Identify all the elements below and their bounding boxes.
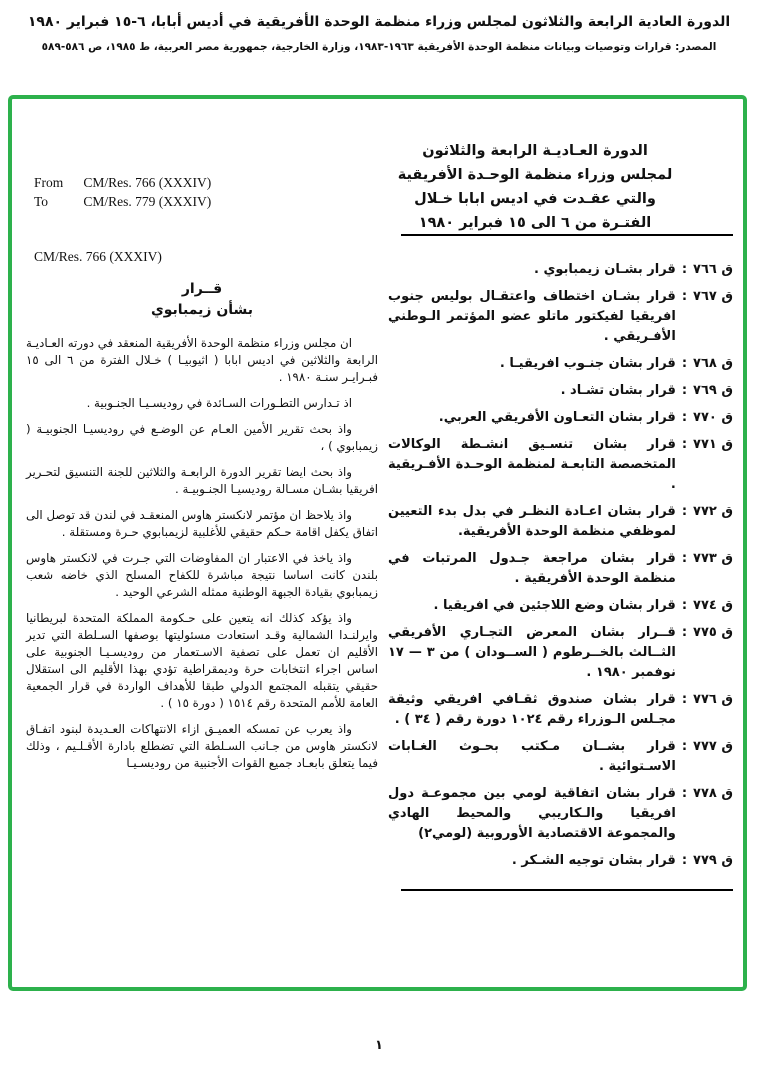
toc-separator: : bbox=[681, 739, 688, 754]
toc-item bbox=[388, 260, 733, 280]
page-header bbox=[0, 14, 758, 53]
toc-separator: : bbox=[681, 786, 688, 801]
from-reference bbox=[34, 173, 211, 192]
resolution-subject: بشأن زيمبابوي bbox=[150, 302, 254, 318]
toc-item bbox=[388, 623, 733, 683]
toc-item bbox=[388, 502, 733, 542]
from-value: CM/Res. 766 (XXXIV) bbox=[83, 175, 212, 190]
toc-resolution-number: ق ٧٧١ bbox=[693, 437, 733, 452]
toc-separator: : bbox=[681, 625, 688, 640]
toc-resolution-title: قرار بشــان مـكتب بحـوث الغـابات الاسـتوائية . bbox=[388, 739, 676, 774]
toc-resolution-title: قــرار بشان المعرض التجـاري الأفريقي الثــالث بالخــرطوم ( الســودان ) من ٣ — ١٧ نوفمبر ١٩٨٠ . bbox=[388, 625, 676, 680]
toc-separator: : bbox=[681, 598, 688, 613]
toc-resolution-number: ق ٧٧٣ bbox=[693, 551, 733, 566]
toc-item bbox=[388, 596, 733, 616]
toc-resolution-number: ق ٧٧٨ bbox=[693, 786, 733, 801]
paragraph: ان مجلس وزراء منظمة الوحدة الأفريقية المنعقد في دورته العـاديـة الرابعة والثلاثين في اديس ابابا ( اثيوبيـا ) خـلال الفترة من ٦ الى ١٥ فبـرايـر سنـة ١٩٨٠ . bbox=[26, 336, 378, 384]
header-title: الدورة العادية الرابعة والثلاثون لمجلس وزراء منظمة الوحدة الأفريقية في أديس أبابا، ٦-١٥ فبراير ١٩٨٠ bbox=[27, 14, 731, 30]
toc-resolution-title: قرار بشان مراجعة جـدول المرتبات في منظمة الوحدة الأفريقية . bbox=[388, 551, 676, 586]
from-label: From bbox=[34, 175, 64, 190]
toc-resolution-title: قرار بشان صندوق ثقـافي افريقي وثيقة مجـلس الـوزراء رقم ١٠٢٤ دورة رقم ( ٣٤ ) . bbox=[388, 692, 676, 727]
toc-resolution-number: ق ٧٦٩ bbox=[693, 383, 733, 398]
toc-item bbox=[388, 737, 733, 777]
paragraph: واذ ياخذ في الاعتبار ان المفاوضات التي جـرت في لانكستر هاوس بلندن كانت اساسا نتيجة مباشرة للكفاح المسلح الذي خاضه شعب زيمبابوي بقيادة الجبهة الوطنية ممثله الشرعي الوحيد . bbox=[26, 551, 378, 599]
toc-resolution-number: ق ٧٦٨ bbox=[693, 356, 733, 371]
reference-range bbox=[34, 173, 211, 211]
toc-resolution-number: ق ٧٧٠ bbox=[693, 410, 733, 425]
toc-separator: : bbox=[681, 504, 688, 519]
toc-item bbox=[388, 354, 733, 374]
toc-separator: : bbox=[681, 692, 688, 707]
session-title-line: والتي عقـدت في اديس ابابا خـلال bbox=[414, 191, 656, 207]
toc-item bbox=[388, 408, 733, 428]
toc-separator: : bbox=[681, 356, 688, 371]
toc-resolution-title: قرار بشان تنسـيق انشـطة الوكالات المتخصصة التابعـة لمنظمة الوحـدة الأفـريقية . bbox=[388, 437, 676, 492]
paragraph: اذ تـدارس التطـورات السـائدة في روديسـيـا الجنـوبية . bbox=[86, 396, 352, 410]
to-reference bbox=[34, 192, 211, 211]
toc-resolution-number: ق ٧٧٢ bbox=[693, 504, 733, 519]
toc-resolution-title: قرار بشان اعـادة النظـر في بدل بدء التعيين لموظفي منظمة الوحدة الأفريقية. bbox=[388, 504, 676, 539]
toc-resolution-title: قرار بشـان زيمبابوي . bbox=[534, 262, 676, 277]
page-number: ١ bbox=[375, 1038, 383, 1053]
header-source-line: المصدر: قرارات وتوصيات وبيانات منظمة الوحدة الأفريقية ١٩٦٣-١٩٨٣، وزارة الخارجية، جمهورية مصر العربية، ط ١٩٨٥، ص ٥٨٦-٥٨٩ bbox=[41, 41, 717, 53]
session-title-line: الفتـرة من ٦ الى ١٥ فبراير ١٩٨٠ bbox=[418, 215, 652, 231]
toc-item bbox=[388, 435, 733, 495]
toc-resolution-title: قرار بشان تشـاد . bbox=[560, 383, 676, 398]
toc-resolution-number: ق ٧٧٩ bbox=[693, 853, 733, 868]
paragraph: واذ يعرب عن تمسكه العميـق ازاء الانتهاكات العـديدة لبنود اتفـاق لانكستر هاوس من جـانب السـلطة التي تضطلع بادارة الأقـلـيم ، وذلك فيما يتعلق بابعـاد جميع القوات الأجنبية من روديسـيـا bbox=[26, 722, 378, 770]
toc-resolution-number: ق ٧٦٦ bbox=[693, 262, 733, 277]
toc-separator: : bbox=[681, 410, 688, 425]
document-reference: CM/Res. 766 (XXXIV) bbox=[34, 249, 162, 264]
to-value: CM/Res. 779 (XXXIV) bbox=[83, 194, 212, 209]
toc-resolution-number: ق ٧٧٤ bbox=[693, 598, 733, 613]
toc-item bbox=[388, 381, 733, 401]
toc-item bbox=[388, 851, 733, 871]
toc-resolution-title: قرار بشان جنـوب افريقيـا . bbox=[499, 356, 676, 371]
toc-item bbox=[388, 690, 733, 730]
resolutions-list bbox=[388, 234, 733, 891]
toc-item bbox=[388, 549, 733, 589]
toc-resolution-number: ق ٧٧٦ bbox=[693, 692, 733, 707]
session-title bbox=[385, 139, 685, 235]
toc-separator: : bbox=[681, 853, 688, 868]
green-frame bbox=[8, 95, 747, 991]
toc-resolution-title: قرار بشان التعـاون الأفريقي العربي. bbox=[438, 410, 676, 425]
paragraph: واذ يلاحظ ان مؤتمر لانكستر هاوس المنعقـد في لندن قد توصل الى اتفاق يكفل اقامة حـكم حقيقي للأغلبية لزيمبابوي حـرة ومستقلة . bbox=[26, 508, 378, 539]
toc-resolution-number: ق ٧٧٥ bbox=[693, 625, 733, 640]
divider bbox=[401, 234, 733, 236]
resolution-title-word: قــرار bbox=[181, 281, 223, 297]
divider bbox=[401, 889, 733, 891]
toc-resolution-title: قرار بشان وضع اللاجئين في افريقيا . bbox=[433, 598, 676, 613]
to-label: To bbox=[34, 194, 49, 209]
toc-resolution-title: قرار بشان توجيه الشـكر . bbox=[511, 853, 676, 868]
toc-resolution-number: ق ٧٦٧ bbox=[693, 289, 733, 304]
toc-separator: : bbox=[681, 437, 688, 452]
session-title-line: لمجلس وزراء منظمة الوحـدة الأفريقية bbox=[397, 167, 673, 183]
toc-item bbox=[388, 784, 733, 844]
resolution-body bbox=[26, 279, 378, 781]
toc-resolution-title: قرار بشان اتفاقية لومي بين مجموعـة دول افريقيا والـكاريبي والمحيط الهادي والمجموعة الاقتصادية الأوروبية (لومي٢) bbox=[388, 786, 676, 841]
toc-resolution-title: قرار بشـان اختطاف واعتقـال بوليس جنوب افريقيا لفيكتور ماتلو عضو المؤتمر الـوطني الأفـريقي . bbox=[388, 289, 676, 344]
toc-separator: : bbox=[681, 289, 688, 304]
toc-separator: : bbox=[681, 262, 688, 277]
resolution-title bbox=[26, 279, 378, 321]
paragraph: واذ بحث تقرير الأمين العـام عن الوضـع في روديسيـا الجنوبيـة ( زيمبابوي ) ، bbox=[26, 422, 378, 453]
session-title-line: الدورة العـاديـة الرابعة والثلاثون bbox=[422, 143, 648, 159]
toc-separator: : bbox=[681, 383, 688, 398]
paragraph: واذ بحث ايضا تقرير الدورة الرابعـة والثلاثين للجنة التنسيق لتحـرير افريقيا بشـان مسـالة روديسيـا الجنـوبيـة . bbox=[26, 465, 378, 496]
paragraph: واذ يؤكد كذلك انه يتعين على حـكومة المملكة المتحدة لبريطانيا وايرلنـدا الشمالية وقـد استعادت مسئوليتها بوصفها السـلطة التي تدير الأقليم ان تعمل على تصفية الاسـتعمار من روديسـيـا الجنوبية على اساس اجراء انتخابات حرة وديمقراطية تؤدي بهذا الأقليم الى استقلال حقيقي يتقبله المجتمع الدولي طبقا للأهداف الواردة في قرار الجمعية العامة للأمم المتحدة رقم ١٥١٤ ( دورة ١٥ ) . bbox=[26, 611, 378, 710]
toc-separator: : bbox=[681, 551, 688, 566]
toc-resolution-number: ق ٧٧٧ bbox=[693, 739, 733, 754]
toc-item bbox=[388, 287, 733, 347]
